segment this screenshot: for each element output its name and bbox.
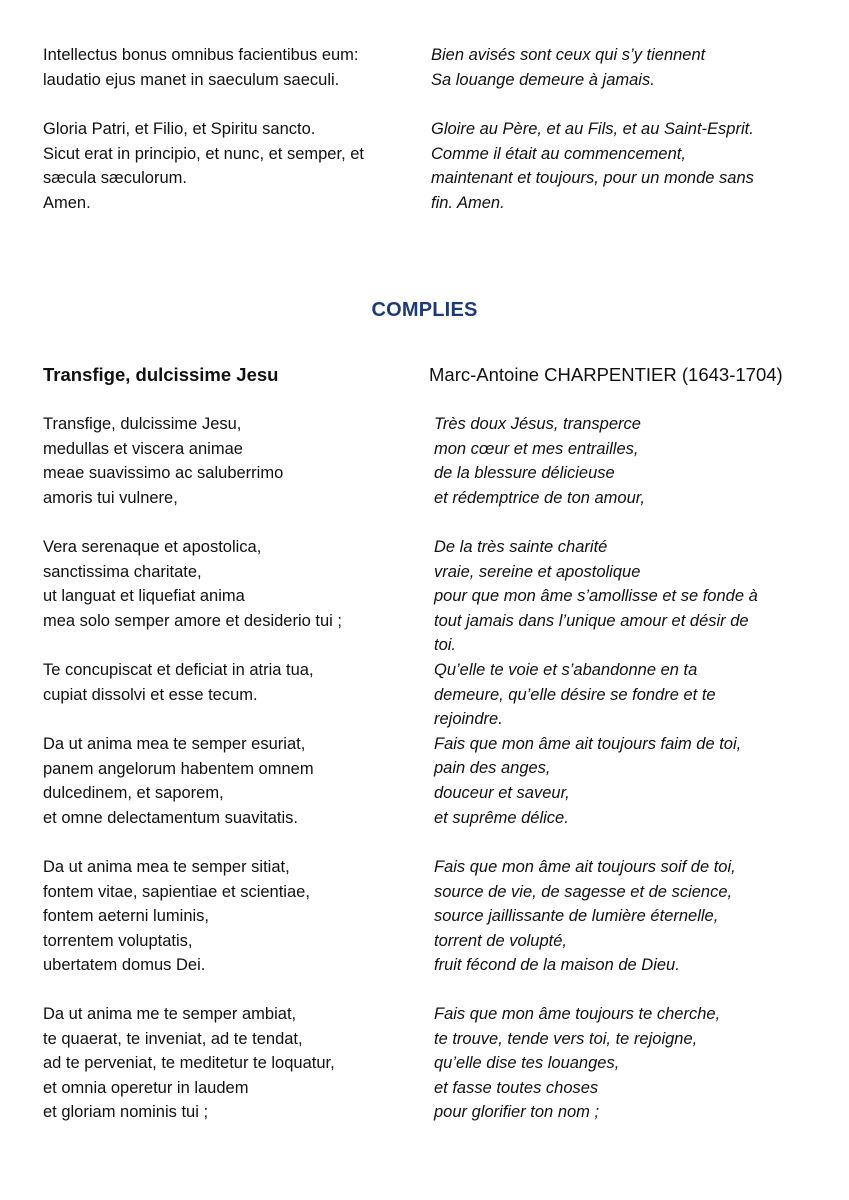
section-title: COMPLIES <box>371 299 478 321</box>
latin-stanza: Te concupiscat et deficiat in atria tua, cupiat dissolvi et esse tecum. <box>43 661 314 704</box>
french-stanza: Très doux Jésus, transperce mon cœur et mes entrailles, de la blessure délicieuse et rédemptrice de ton amour, <box>434 415 645 507</box>
latin-stanza: Da ut anima me te semper ambiat, te quaerat, te inveniat, ad te tendat, ad te perveniat, te meditetur te loquatur, et omnia operetur in laudem et gloriam nominis tui ; <box>43 1005 335 1122</box>
french-stanza: Fais que mon âme ait toujours soif de toi, source de vie, de sagesse et de science, source jaillissante de lumière éternelle, torrent de volupté, fruit fécond de la maison de Dieu. <box>434 858 736 975</box>
latin-stanza: Da ut anima mea te semper sitiat, fontem vitae, sapientiae et scientiae, fontem aeterni luminis, torrentem voluptatis, ubertatem domus Dei. <box>43 858 310 975</box>
french-stanza: Fais que mon âme toujours te cherche, te trouve, tende vers toi, te rejoigne, qu’elle dise tes louanges, et fasse toutes choses pour glorifier ton nom ; <box>434 1005 721 1122</box>
latin-stanza: Da ut anima mea te semper esuriat, panem angelorum habentem omnem dulcedinem, et saporem, et omne delectamentum suavitatis. <box>43 735 314 827</box>
composer-name: Marc-Antoine CHARPENTIER (1643-1704) <box>429 364 783 385</box>
french-stanza: De la très sainte charité vraie, sereine et apostolique pour que mon âme s’amollisse et se fonde à tout jamais dans l’unique amour et désir de toi. Qu’elle te voie et s’abandonne en ta demeure, qu’elle désire se fondre et te rejoindre. Fais que mon âme ait toujours faim de toi, pain des anges, douceur et saveur, et suprême délice. <box>434 538 758 827</box>
latin-stanza: Transfige, dulcissime Jesu, medullas et viscera animae meae suavissimo ac saluberrimo amoris tui vulnere, <box>43 415 284 507</box>
french-stanza: Bien avisés sont ceux qui s’y tiennent Sa louange demeure à jamais. <box>431 46 706 89</box>
latin-stanza: Gloria Patri, et Filio, et Spiritu sancto. Sicut erat in principio, et nunc, et semper, et sæcula sæculorum. Amen. <box>43 120 365 212</box>
piece-title: Transfige, dulcissime Jesu <box>43 364 279 385</box>
french-stanza: Gloire au Père, et au Fils, et au Saint-Esprit. Comme il était au commencement, maintenant et toujours, pour un monde sans fin. Amen. <box>431 120 754 212</box>
latin-stanza: Intellectus bonus omnibus facientibus eum: laudatio ejus manet in saeculum saeculi. <box>43 46 359 89</box>
latin-stanza: Vera serenaque et apostolica, sanctissima charitate, ut languat et liquefiat anima mea solo semper amore et desiderio tui ; <box>43 538 342 630</box>
